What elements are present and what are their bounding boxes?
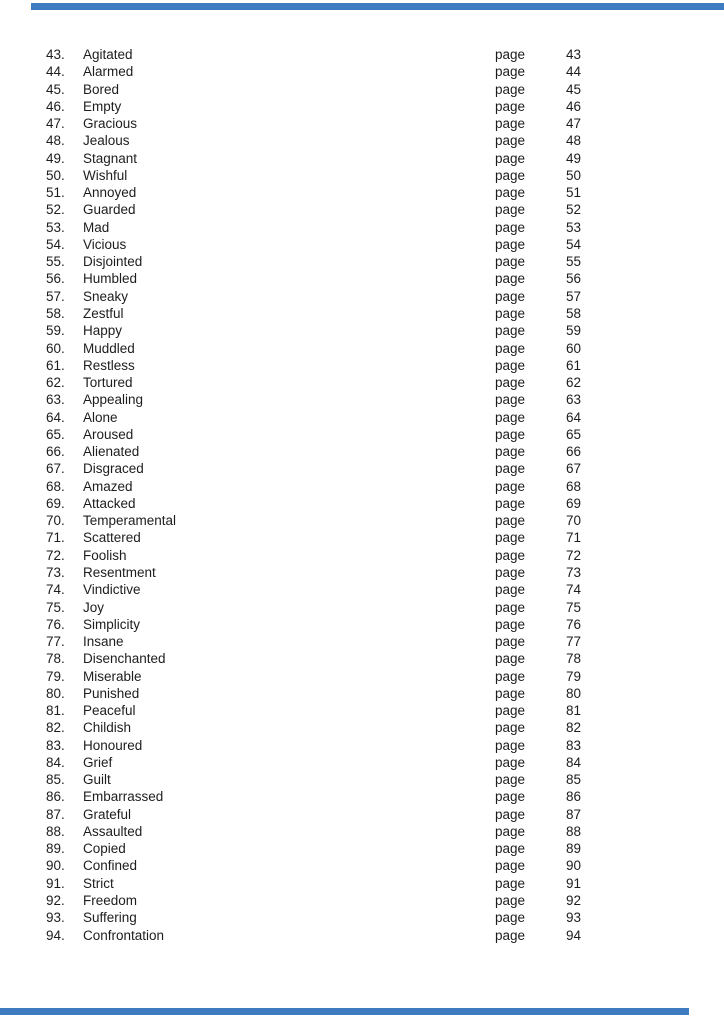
entry-title: Confrontation bbox=[83, 927, 165, 943]
entry-number: 53. bbox=[46, 219, 65, 235]
entry-title: Disenchanted bbox=[83, 651, 166, 667]
entry-number: 72. bbox=[46, 547, 65, 563]
bottom-accent-bar bbox=[0, 1008, 689, 1015]
entry-page-number: 46 bbox=[565, 98, 581, 114]
toc-entry-row bbox=[0, 219, 724, 236]
page-label: page bbox=[495, 806, 526, 822]
toc-entry-row bbox=[0, 374, 724, 391]
toc-entry-row bbox=[0, 132, 724, 149]
entry-page-number: 88 bbox=[565, 823, 581, 839]
page-label: page bbox=[495, 823, 526, 839]
entry-number: 69. bbox=[46, 495, 65, 511]
entry-title: Suffering bbox=[83, 910, 137, 926]
toc-entry-row bbox=[0, 478, 724, 495]
entry-title: Simplicity bbox=[83, 616, 141, 632]
entry-page-number: 68 bbox=[565, 478, 581, 494]
page-label: page bbox=[495, 530, 526, 546]
entry-page-number: 79 bbox=[565, 668, 581, 684]
page-label: page bbox=[495, 219, 526, 235]
page-label: page bbox=[495, 271, 526, 287]
entry-page-number: 49 bbox=[565, 150, 581, 166]
entry-page-number: 71 bbox=[565, 530, 581, 546]
toc-entry-row bbox=[0, 581, 724, 598]
entry-title: Agitated bbox=[83, 47, 133, 62]
page-label: page bbox=[495, 116, 526, 132]
toc-entry-row bbox=[0, 788, 724, 805]
entry-title: Insane bbox=[83, 634, 124, 650]
entry-page-number: 59 bbox=[565, 323, 581, 339]
entry-number: 65. bbox=[46, 426, 65, 442]
entry-page-number: 72 bbox=[565, 547, 581, 563]
toc-entry-row bbox=[0, 512, 724, 529]
entry-page-number: 93 bbox=[565, 910, 581, 926]
entry-page-number: 52 bbox=[565, 202, 581, 218]
page-label: page bbox=[495, 444, 526, 460]
toc-entry-row bbox=[0, 150, 724, 167]
entry-number: 80. bbox=[46, 685, 65, 701]
entry-page-number: 51 bbox=[565, 185, 581, 201]
entry-title: Honoured bbox=[83, 737, 143, 753]
entry-page-number: 60 bbox=[565, 340, 581, 356]
page-label: page bbox=[495, 98, 526, 114]
toc-entry-row bbox=[0, 460, 724, 477]
entry-number: 90. bbox=[46, 858, 65, 874]
entry-title: Mad bbox=[83, 219, 110, 235]
page-label: page bbox=[495, 409, 526, 425]
entry-page-number: 90 bbox=[565, 858, 581, 874]
toc-entry-row bbox=[0, 63, 724, 80]
entry-page-number: 62 bbox=[565, 375, 581, 391]
entry-title: Vicious bbox=[83, 236, 127, 252]
entry-title: Punished bbox=[83, 685, 140, 701]
page-label: page bbox=[495, 720, 526, 736]
entry-title: Disjointed bbox=[83, 254, 143, 270]
toc-entry-row bbox=[0, 46, 724, 63]
entry-title: Miserable bbox=[83, 668, 142, 684]
toc-entry-row bbox=[0, 391, 724, 408]
page-label: page bbox=[495, 305, 526, 321]
page-label: page bbox=[495, 185, 526, 201]
toc-entry-row bbox=[0, 702, 724, 719]
entry-page-number: 45 bbox=[565, 81, 581, 97]
entry-page-number: 53 bbox=[565, 219, 581, 235]
toc-entry-row bbox=[0, 495, 724, 512]
page-label: page bbox=[495, 754, 526, 770]
entry-number: 44. bbox=[46, 64, 65, 80]
page-label: page bbox=[495, 927, 526, 943]
toc-entry-row bbox=[0, 81, 724, 98]
toc-entry-row bbox=[0, 305, 724, 322]
entry-number: 83. bbox=[46, 737, 65, 753]
toc-entry-row bbox=[0, 633, 724, 650]
entry-page-number: 54 bbox=[565, 236, 581, 252]
toc-entry-row bbox=[0, 857, 724, 874]
page-label: page bbox=[495, 288, 526, 304]
entry-title: Temperamental bbox=[83, 513, 177, 529]
entry-page-number: 86 bbox=[565, 789, 581, 805]
entry-number: 89. bbox=[46, 841, 65, 857]
toc-entry-row bbox=[0, 927, 724, 944]
entry-page-number: 92 bbox=[565, 893, 581, 909]
page-label: page bbox=[495, 392, 526, 408]
entry-title: Restless bbox=[83, 357, 135, 373]
entry-number: 94. bbox=[46, 927, 65, 943]
entry-page-number: 87 bbox=[565, 806, 581, 822]
page-label: page bbox=[495, 634, 526, 650]
entry-title: Tortured bbox=[83, 375, 133, 391]
entry-title: Muddled bbox=[83, 340, 135, 356]
entry-number: 64. bbox=[46, 409, 65, 425]
toc-entry-row bbox=[0, 340, 724, 357]
page-label: page bbox=[495, 167, 526, 183]
entry-title: Happy bbox=[83, 323, 123, 339]
page-label: page bbox=[495, 340, 526, 356]
entry-page-number: 89 bbox=[565, 841, 581, 857]
entry-page-number: 44 bbox=[565, 64, 581, 80]
entry-page-number: 94 bbox=[565, 927, 581, 943]
toc-entry-row bbox=[0, 98, 724, 115]
entry-number: 77. bbox=[46, 634, 65, 650]
entry-title: Jealous bbox=[83, 133, 130, 149]
entry-title: Copied bbox=[83, 841, 126, 857]
entry-page-number: 50 bbox=[565, 167, 581, 183]
page-label: page bbox=[495, 599, 526, 615]
page-label: page bbox=[495, 236, 526, 252]
page-label: page bbox=[495, 513, 526, 529]
page-label: page bbox=[495, 875, 526, 891]
entry-title: Strict bbox=[83, 875, 114, 891]
toc-entry-row bbox=[0, 547, 724, 564]
page-label: page bbox=[495, 685, 526, 701]
entry-title: Bored bbox=[83, 81, 120, 97]
page-label: page bbox=[495, 651, 526, 667]
entry-title: Aroused bbox=[83, 426, 134, 442]
entry-number: 92. bbox=[46, 893, 65, 909]
entry-page-number: 82 bbox=[565, 720, 581, 736]
entry-page-number: 64 bbox=[565, 409, 581, 425]
toc-entry-row bbox=[0, 840, 724, 857]
entry-page-number: 47 bbox=[565, 116, 581, 132]
top-accent-bar bbox=[31, 3, 724, 10]
toc-entry-row bbox=[0, 184, 724, 201]
entry-number: 59. bbox=[46, 323, 65, 339]
entry-title: Scattered bbox=[83, 530, 141, 546]
entry-title: Joy bbox=[83, 599, 105, 615]
entry-number: 84. bbox=[46, 754, 65, 770]
entry-title: Zestful bbox=[83, 305, 124, 321]
entry-title: Alone bbox=[83, 409, 118, 425]
entry-title: Amazed bbox=[83, 478, 133, 494]
entry-number: 81. bbox=[46, 703, 65, 719]
entry-page-number: 91 bbox=[565, 875, 581, 891]
toc-entry-row bbox=[0, 201, 724, 218]
toc-entry-row bbox=[0, 564, 724, 581]
entry-number: 60. bbox=[46, 340, 65, 356]
page-label: page bbox=[495, 616, 526, 632]
entry-page-number: 83 bbox=[565, 737, 581, 753]
entry-page-number: 65 bbox=[565, 426, 581, 442]
entry-number: 70. bbox=[46, 513, 65, 529]
entry-page-number: 43 bbox=[565, 47, 581, 62]
entry-number: 66. bbox=[46, 444, 65, 460]
entry-page-number: 73 bbox=[565, 564, 581, 580]
page-label: page bbox=[495, 495, 526, 511]
page-label: page bbox=[495, 323, 526, 339]
entry-number: 86. bbox=[46, 789, 65, 805]
entry-number: 71. bbox=[46, 530, 65, 546]
entry-number: 67. bbox=[46, 461, 65, 477]
entry-title: Wishful bbox=[83, 167, 128, 183]
toc-entry-row bbox=[0, 875, 724, 892]
entry-title: Grief bbox=[83, 754, 113, 770]
page-label: page bbox=[495, 737, 526, 753]
toc-entry-row bbox=[0, 823, 724, 840]
entry-page-number: 77 bbox=[565, 634, 581, 650]
toc-entry-row bbox=[0, 892, 724, 909]
entry-page-number: 55 bbox=[565, 254, 581, 270]
entry-title: Humbled bbox=[83, 271, 138, 287]
entry-page-number: 58 bbox=[565, 305, 581, 321]
entry-number: 68. bbox=[46, 478, 65, 494]
toc-entry-row bbox=[0, 909, 724, 926]
entry-page-number: 57 bbox=[565, 288, 581, 304]
page-label: page bbox=[495, 254, 526, 270]
entry-number: 79. bbox=[46, 668, 65, 684]
entry-page-number: 80 bbox=[565, 685, 581, 701]
entry-title: Resentment bbox=[83, 564, 156, 580]
page-label: page bbox=[495, 426, 526, 442]
toc-entry-row bbox=[0, 529, 724, 546]
entry-number: 58. bbox=[46, 305, 65, 321]
page-label: page bbox=[495, 375, 526, 391]
entry-title: Annoyed bbox=[83, 185, 137, 201]
entry-title: Attacked bbox=[83, 495, 136, 511]
entry-title: Peaceful bbox=[83, 703, 136, 719]
entry-page-number: 67 bbox=[565, 461, 581, 477]
page-label: page bbox=[495, 64, 526, 80]
entry-title: Vindictive bbox=[83, 582, 141, 598]
toc-entry-row bbox=[0, 443, 724, 460]
page-label: page bbox=[495, 841, 526, 857]
entry-page-number: 66 bbox=[565, 444, 581, 460]
page-label: page bbox=[495, 910, 526, 926]
toc-entry-row bbox=[0, 288, 724, 305]
toc-entry-row bbox=[0, 685, 724, 702]
entry-title: Confined bbox=[83, 858, 138, 874]
toc-entry-row bbox=[0, 668, 724, 685]
toc-entry-row bbox=[0, 771, 724, 788]
toc-list bbox=[0, 46, 724, 944]
entry-title: Guilt bbox=[83, 772, 111, 788]
entry-title: Assaulted bbox=[83, 823, 143, 839]
page-label: page bbox=[495, 133, 526, 149]
page-label: page bbox=[495, 461, 526, 477]
entry-title: Freedom bbox=[83, 893, 138, 909]
entry-title: Embarrassed bbox=[83, 789, 164, 805]
entry-page-number: 61 bbox=[565, 357, 581, 373]
page-label: page bbox=[495, 772, 526, 788]
toc-entry-row bbox=[0, 616, 724, 633]
toc-entry-row bbox=[0, 253, 724, 270]
page-label: page bbox=[495, 47, 526, 62]
entry-title: Foolish bbox=[83, 547, 127, 563]
entry-number: 88. bbox=[46, 823, 65, 839]
entry-number: 48. bbox=[46, 133, 65, 149]
entry-number: 91. bbox=[46, 875, 65, 891]
entry-number: 73. bbox=[46, 564, 65, 580]
entry-page-number: 69 bbox=[565, 495, 581, 511]
page-label: page bbox=[495, 858, 526, 874]
entry-title: Grateful bbox=[83, 806, 132, 822]
page-label: page bbox=[495, 789, 526, 805]
entry-page-number: 63 bbox=[565, 392, 581, 408]
page-label: page bbox=[495, 703, 526, 719]
entry-number: 63. bbox=[46, 392, 65, 408]
entry-page-number: 70 bbox=[565, 513, 581, 529]
entry-number: 62. bbox=[46, 375, 65, 391]
entry-number: 45. bbox=[46, 81, 65, 97]
toc-entry-row bbox=[0, 426, 724, 443]
toc-entry-row bbox=[0, 270, 724, 287]
entry-page-number: 85 bbox=[565, 772, 581, 788]
entry-title: Empty bbox=[83, 98, 122, 114]
toc-entry-row bbox=[0, 599, 724, 616]
entry-number: 49. bbox=[46, 150, 65, 166]
toc-entry-row bbox=[0, 167, 724, 184]
toc-entry-row bbox=[0, 357, 724, 374]
entry-number: 55. bbox=[46, 254, 65, 270]
entry-number: 75. bbox=[46, 599, 65, 615]
entry-number: 56. bbox=[46, 271, 65, 287]
entry-title: Alarmed bbox=[83, 64, 134, 80]
entry-number: 50. bbox=[46, 167, 65, 183]
entry-title: Sneaky bbox=[83, 288, 129, 304]
entry-page-number: 76 bbox=[565, 616, 581, 632]
toc-entry-row bbox=[0, 236, 724, 253]
entry-number: 47. bbox=[46, 116, 65, 132]
entry-page-number: 74 bbox=[565, 582, 581, 598]
entry-number: 43. bbox=[46, 47, 65, 62]
page-label: page bbox=[495, 478, 526, 494]
page-label: page bbox=[495, 668, 526, 684]
entry-page-number: 84 bbox=[565, 754, 581, 770]
entry-number: 82. bbox=[46, 720, 65, 736]
entry-number: 85. bbox=[46, 772, 65, 788]
page-label: page bbox=[495, 547, 526, 563]
entry-title: Alienated bbox=[83, 444, 140, 460]
page-label: page bbox=[495, 893, 526, 909]
toc-entry-row bbox=[0, 737, 724, 754]
toc-entry-row bbox=[0, 409, 724, 426]
entry-number: 61. bbox=[46, 357, 65, 373]
entry-number: 57. bbox=[46, 288, 65, 304]
entry-title: Appealing bbox=[83, 392, 144, 408]
entry-number: 74. bbox=[46, 582, 65, 598]
entry-title: Childish bbox=[83, 720, 132, 736]
entry-page-number: 56 bbox=[565, 271, 581, 287]
entry-title: Guarded bbox=[83, 202, 136, 218]
entry-number: 54. bbox=[46, 236, 65, 252]
toc-entry-row bbox=[0, 754, 724, 771]
page-label: page bbox=[495, 357, 526, 373]
toc-entry-row bbox=[0, 115, 724, 132]
page-label: page bbox=[495, 202, 526, 218]
entry-title: Stagnant bbox=[83, 150, 138, 166]
entry-title: Disgraced bbox=[83, 461, 144, 477]
page-label: page bbox=[495, 564, 526, 580]
entry-number: 87. bbox=[46, 806, 65, 822]
entry-number: 52. bbox=[46, 202, 65, 218]
entry-number: 51. bbox=[46, 185, 65, 201]
entry-number: 46. bbox=[46, 98, 65, 114]
toc-entry-row bbox=[0, 719, 724, 736]
toc-entry-row bbox=[0, 806, 724, 823]
page-label: page bbox=[495, 81, 526, 97]
page-label: page bbox=[495, 150, 526, 166]
page-label: page bbox=[495, 582, 526, 598]
entry-number: 93. bbox=[46, 910, 65, 926]
toc-entry-row bbox=[0, 650, 724, 667]
entry-page-number: 75 bbox=[565, 599, 581, 615]
entry-page-number: 81 bbox=[565, 703, 581, 719]
entry-number: 78. bbox=[46, 651, 65, 667]
entry-title: Gracious bbox=[83, 116, 138, 132]
entry-number: 76. bbox=[46, 616, 65, 632]
entry-page-number: 48 bbox=[565, 133, 581, 149]
toc-entry-row bbox=[0, 322, 724, 339]
entry-page-number: 78 bbox=[565, 651, 581, 667]
